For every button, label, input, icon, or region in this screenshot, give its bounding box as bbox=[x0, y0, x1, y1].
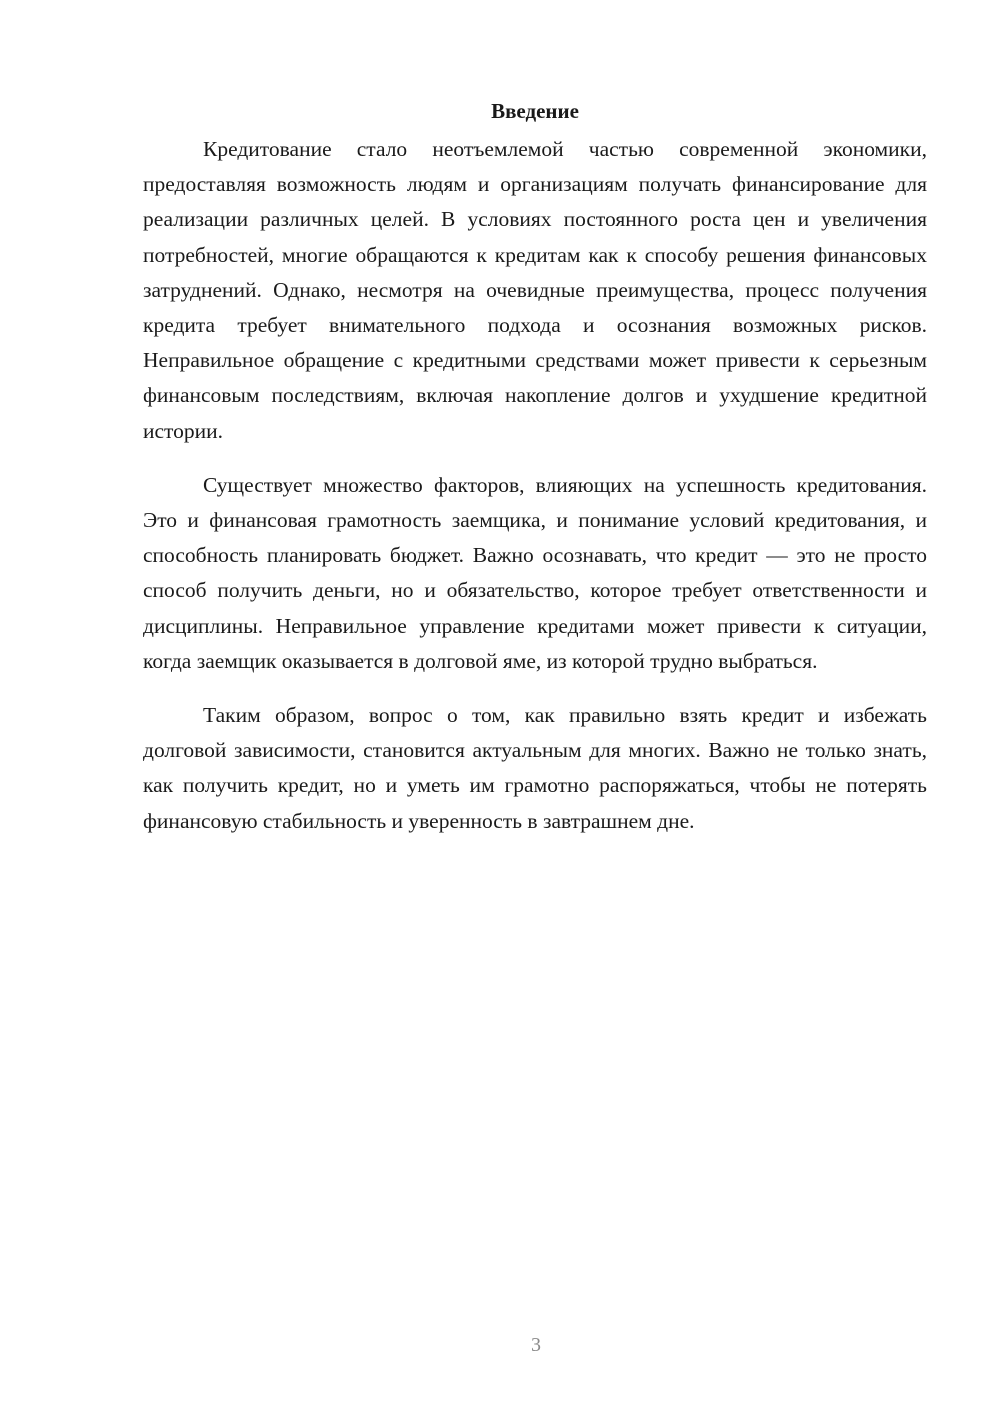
page-number: 3 bbox=[531, 1334, 541, 1356]
paragraph-2: Существует множество факторов, влияющих на успешность кредитования. Это и финансовая грамотность заемщика, и понимание условий кредитования, и способность планировать бюджет. Важно осознавать, что кредит — это не просто способ получить деньги, но и обязательство, которое требует ответственности и дисциплины. Неправильное управление кредитами может привести к ситуации, когда заемщик оказывается в долговой яме, из которой трудно выбраться. bbox=[143, 472, 927, 673]
paragraph-1: Кредитование стало неотъемлемой частью современной экономики, предоставляя возможность людям и организациям получать финансирование для реализации различных целей. В условиях постоянного роста цен и увеличения потребностей, многие обращаются к кредитам как к способу решения финансовых затруднений. Однако, несмотря на очевидные преимущества, процесс получения кредита требует внимательного подхода и осознания возможных рисков. Неправильное обращение с кредитными средствами может привести к серьезным финансовым последствиям, включая накопление долгов и ухудшение кредитной истории. bbox=[143, 137, 927, 443]
section-title: Введение bbox=[491, 99, 579, 123]
paragraph-3: Таким образом, вопрос о том, как правильно взять кредит и избежать долговой зависимости, становится актуальным для многих. Важно не только знать, как получить кредит, но и уметь им грамотно распоряжаться, чтобы не потерять финансовую стабильность и уверенность в завтрашнем дне. bbox=[143, 703, 927, 833]
page-content bbox=[143, 96, 927, 858]
